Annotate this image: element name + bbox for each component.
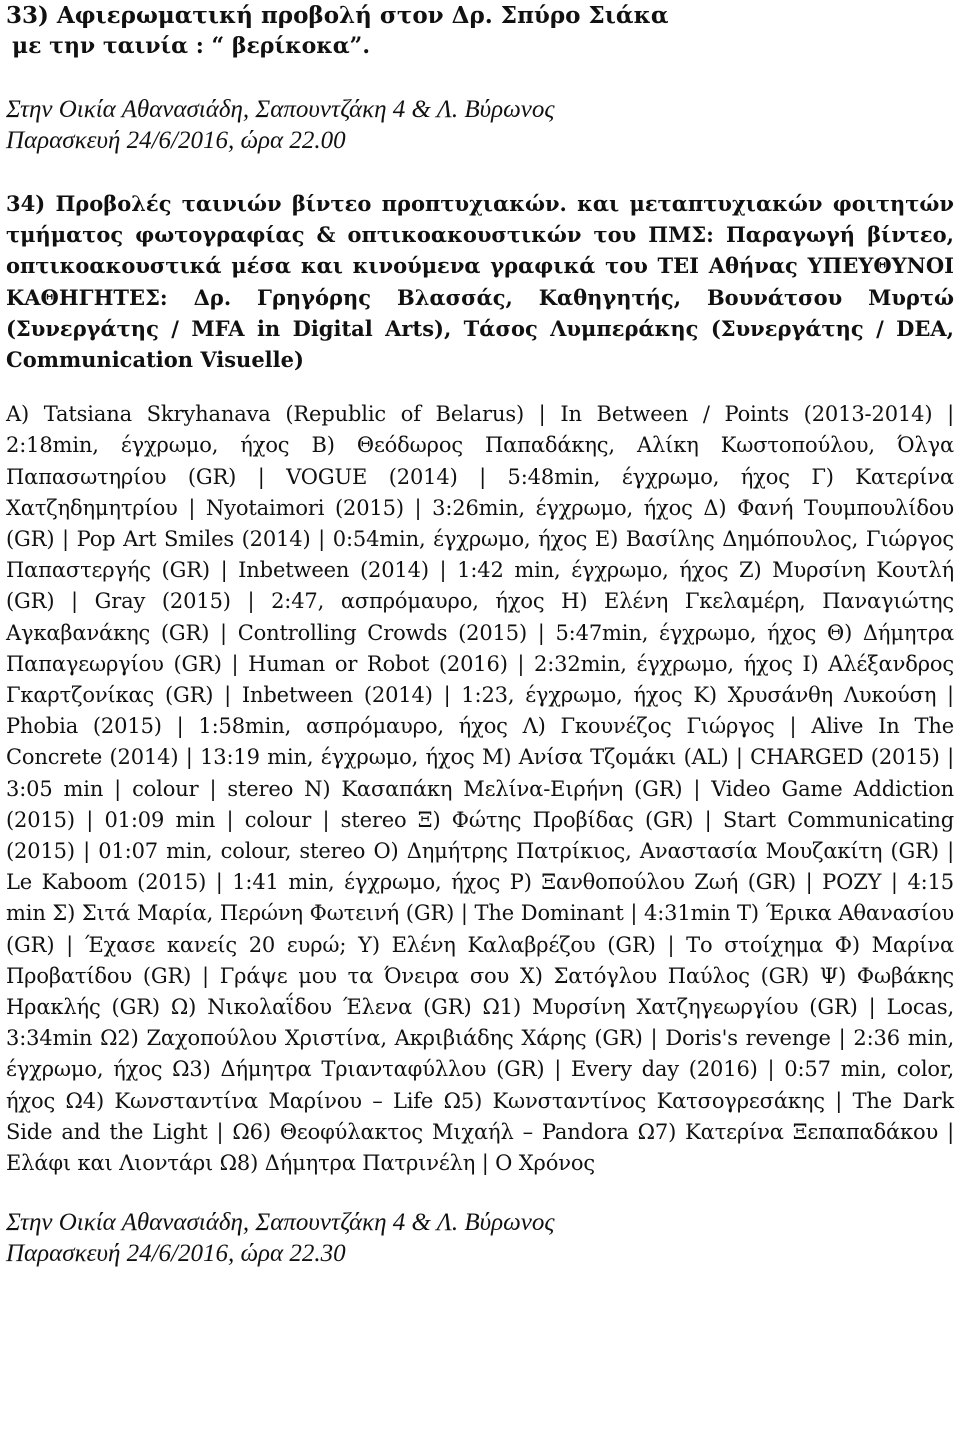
section-34-film-list: Α) Tatsiana Skryhanava (Republic of Belarus) | In Between / Points (2013-2014) | 2:18min, έγχρωμο, ήχος Β) Θεόδωρος Παπαδάκης, Αλίκη Κωστοπούλου, Όλγα Παπασωτηρίου (GR) | VOGUE (2014) | 5:48min, έγχρωμο, ήχος Γ) Κατερίνα Χατζηδημητρίου | Nyotaimori (2015) | 3:26min, έγχρωμο, ήχος Δ) Φανή Τουμπουλίδου (GR) | Pop Art Smiles (2014) | 0:54min, έγχρωμο, ήχος Ε) Βασίλης Δημόπουλος, Γιώργος Παπαστεργής (GR) | Inbetween (2014) | 1:42 min, έγχρωμο, ήχος Ζ) Μυρσίνη Κουτλή (GR) | Gray (2015) | 2:47, ασπρόμαυρο, ήχος Η) Ελένη Γκελαμέρη, Παναγιώτης Αγκαβανάκης (GR) | Controlling Crowds (2015) | 5:47min, έγχρωμο, ήχος Θ) Δήμητρα Παπαγεωργίου (GR) | Human or Robot (2016) | 2:32min, έγχρωμο, ήχος Ι) Αλέξανδρος Γκαρτζονίκας (GR) | Inbetween (2014) | 1:23, έγχρωμο, ήχος Κ) Χρυσάνθη Λυκούση | Phobia (2015) | 1:58min, ασπρόμαυρο, ήχος Λ) Γκουνέζος Γιώργος | Alive In The Concrete (2014) | 13:19 min, έγχρωμο, ήχος Μ) Ανίσα Τζομάκι (AL) | CHARGED (2015) | 3:05 min | colour | stereo Ν) Κασαπάκη Μελίνα-Ειρήνη (GR) | Video Game Addiction (2015) | 01:09 min | colour | stereo Ξ) Φώτης Προβίδας (GR) | Start Communicating (2015) | 01:07 min, colour, stereo Ο) Δημήτρης Πατρίκιος, Αναστασία Μουζακίτη (GR) | Le Kaboom (2015) | 1:41 min, έγχρωμο, ήχος Ρ) Ξανθοπούλου Ζωή (GR) | ΡΟΖΥ | 4:15 min Σ) Σιτά Μαρία, Περώνη Φωτεινή (GR) | The Dominant | 4:31min Τ) Έρικα Αθανασίου (GR) | Έχασε κανείς 20 ευρώ; Υ) Ελένη Καλαβρέζου (GR) | Το στοίχημα Φ) Μαρίνα Προβατίδου (GR) | Γράψε μου τα Όνειρα σου Χ) Σατόγλου Παύλος (GR) Ψ) Φωβάκης Ηρακλής (GR) Ω) Νικολαΐδου Έλενα (GR) Ω1) Μυρσίνη Χατζηγεωργίου (GR) | Locas, 3:34min Ω2) Ζαχοπούλου Χριστίνα, Ακριβιάδης Χάρης (GR) | Doris's revenge | 2:36 min, έγχρωμο, ήχος Ω3) Δήμητρα Τριανταφύλλου (GR) | Every day (2016) | 0:57 min, color, ήχος Ω4) Κωνσταντίνα Μαρίνου – Life Ω5) Κωνσταντίνος Κατσογρεσάκης | The Dark Side and the Light | Ω6) Θεοφύλακτος Μιχαήλ – Pandora Ω7) Κατερίνα Ξεπαπαδάκου | Ελάφι και Λιοντάρι Ω8) Δήμητρα Πατρινέλη | Ο Χρόνος	[6, 402, 954, 1176]
spacer	[6, 62, 954, 94]
section-33-title: 33) Αφιερωματική προβολή στον Δρ. Σπύρο Σιάκα	[6, 2, 669, 29]
spacer	[6, 375, 954, 399]
section-34-venue: Στην Οικία Αθανασιάδη, Σαπουντζάκη 4 & Λ. Βύρωνος	[6, 1209, 555, 1237]
spacer	[6, 156, 954, 188]
section-34-datetime: Παρασκευή 24/6/2016, ώρα 22.30	[6, 1240, 346, 1268]
section-33-subtitle: με την ταινία : “ βερίκοκα”.	[12, 33, 370, 59]
section-33-venue: Στην Οικία Αθανασιάδη, Σαπουντζάκη 4 & Λ. Βύρωνος	[6, 96, 555, 123]
section-34-header: 34) Προβολές ταινιών βίντεο προπτυχιακών. και μεταπτυχιακών φοιτητών τμήματος φωτογραφίας & οπτικοακουστικών του ΠΜΣ: Παραγωγή βίντεο, οπτικοακουστικά μέσα και κινούμενα γραφικά του ΤΕΙ Αθήνας ΥΠΕΥΘΥΝΟΙ ΚΑΘΗΓΗΤΕΣ: Δρ. Γρηγόρης Βλασσάς, Καθηγητής, Βουνάτσου Μυρτώ (Συνεργάτης / MFA in Digital Arts), Τάσος Λυμπεράκης (Συνεργάτης / DEA, Communication Visuelle)	[6, 191, 954, 373]
section-33-datetime: Παρασκευή 24/6/2016, ώρα 22.00	[6, 127, 346, 154]
document-page	[6, 0, 954, 1269]
spacer	[6, 1179, 954, 1207]
